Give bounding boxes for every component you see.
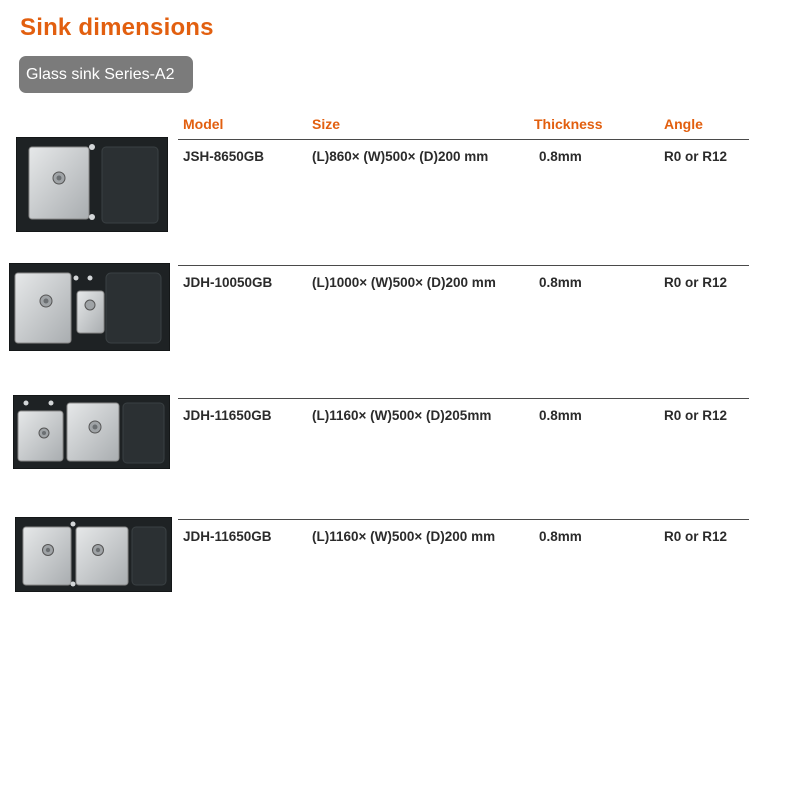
table-cell-size: (L)1000× (W)500× (D)200 mm bbox=[312, 275, 496, 290]
table-cell-model: JDH-11650GB bbox=[183, 529, 272, 544]
header-thickness: Thickness bbox=[534, 116, 603, 132]
table-cell-thickness: 0.8mm bbox=[539, 275, 582, 290]
table-cell-model: JDH-11650GB bbox=[183, 408, 272, 423]
page-title: Sink dimensions bbox=[20, 14, 214, 41]
single-bowl-sink-image bbox=[16, 137, 168, 232]
table-cell-angle: R0 or R12 bbox=[664, 408, 728, 423]
table-cell-model: JSH-8650GB bbox=[183, 149, 265, 164]
row-divider bbox=[178, 139, 749, 140]
table-cell-angle: R0 or R12 bbox=[664, 275, 728, 290]
header-angle: Angle bbox=[664, 116, 703, 132]
header-model: Model bbox=[183, 116, 224, 132]
table-cell-angle: R0 or R12 bbox=[664, 529, 728, 544]
small-large-bowl-sink-image bbox=[13, 395, 170, 469]
header-size: Size bbox=[312, 116, 341, 132]
one-and-half-bowl-sink-image bbox=[9, 263, 170, 351]
row-divider bbox=[178, 265, 749, 266]
row-divider bbox=[178, 398, 749, 399]
double-bowl-sink-image bbox=[15, 517, 172, 592]
series-badge: Glass sink Series-A2 bbox=[19, 56, 193, 93]
row-divider bbox=[178, 519, 749, 520]
table-cell-thickness: 0.8mm bbox=[539, 149, 582, 164]
table-cell-model: JDH-10050GB bbox=[183, 275, 273, 290]
table-cell-size: (L)860× (W)500× (D)200 mm bbox=[312, 149, 489, 164]
table-cell-thickness: 0.8mm bbox=[539, 529, 582, 544]
table-cell-thickness: 0.8mm bbox=[539, 408, 582, 423]
table-cell-size: (L)1160× (W)500× (D)205mm bbox=[312, 408, 492, 423]
table-cell-angle: R0 or R12 bbox=[664, 149, 728, 164]
table-cell-size: (L)1160× (W)500× (D)200 mm bbox=[312, 529, 496, 544]
